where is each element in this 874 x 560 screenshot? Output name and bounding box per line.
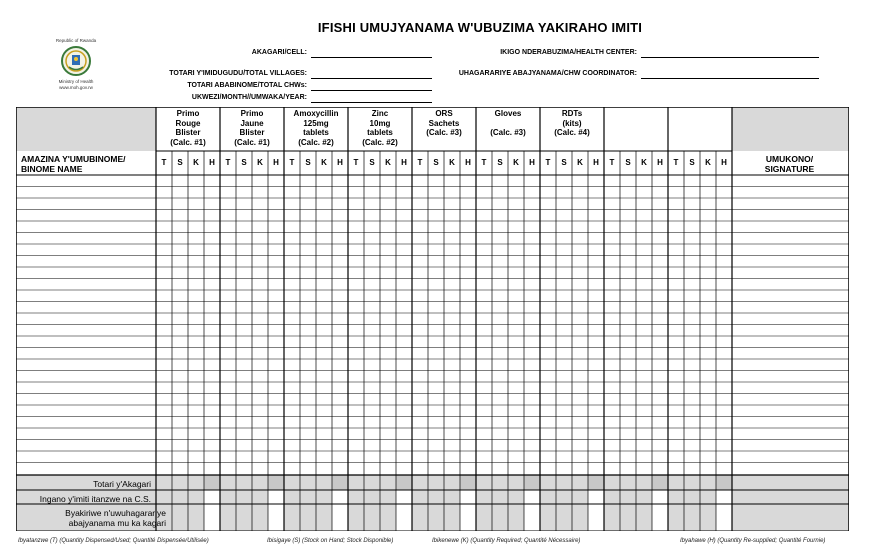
subheader-t: T — [609, 158, 615, 167]
subheader-k: K — [193, 158, 199, 167]
summary-shade-h — [268, 475, 284, 490]
subheader-h: H — [209, 158, 215, 167]
subheader-s: S — [241, 158, 247, 167]
product-header-1: Primo Jaune Blister (Calc. #1) — [234, 109, 270, 147]
chw-coordinator-label: UHAGARARIYE ABAJYANAMA/CHW COORDINATOR: — [458, 70, 637, 77]
subheader-s: S — [305, 158, 311, 167]
summary-shade-tsk — [540, 475, 588, 531]
subheader-h: H — [657, 158, 663, 167]
cell-field[interactable] — [311, 57, 432, 58]
summary-row-label-issued: Ingano y'imiti itanzwe na C.S. — [39, 494, 151, 504]
summary-shade-tsk — [476, 475, 524, 531]
subheader-k: K — [449, 158, 455, 167]
name-column-header: AMAZINA Y'UMUBINOME/ BINOME NAME — [21, 154, 126, 174]
summary-shade-tsk — [604, 475, 652, 531]
logo-top-text: Republic of Rwanda — [55, 38, 97, 43]
subheader-h: H — [721, 158, 727, 167]
subheader-t: T — [545, 158, 551, 167]
cell-label: AKAGARI/CELL: — [251, 49, 307, 56]
summary-shade-tsk — [348, 475, 396, 531]
header-shade-signature — [732, 107, 849, 151]
subheader-t: T — [481, 158, 487, 167]
summary-shade-h — [588, 475, 604, 490]
subheader-h: H — [401, 158, 407, 167]
total-villages-field[interactable] — [311, 78, 432, 79]
subheader-s: S — [369, 158, 375, 167]
subheader-h: H — [593, 158, 599, 167]
health-center-label: IKIGO NDERABUZIMA/HEALTH CENTER: — [500, 49, 637, 56]
summary-shade-tsk — [220, 475, 268, 531]
subheader-s: S — [625, 158, 631, 167]
product-header-4: ORS Sachets (Calc. #3) — [426, 109, 462, 137]
subheader-t: T — [673, 158, 679, 167]
legend-s: Ibisigaye (S) (Stock on Hand; Stock Disponible) — [267, 538, 394, 544]
summary-shade-h — [396, 475, 412, 490]
summary-shade-h — [524, 475, 540, 490]
summary-shade-signature — [732, 475, 849, 531]
summary-row-label-total: Totari y'Akagari — [93, 479, 151, 489]
subheader-h: H — [337, 158, 343, 167]
header-shade-name — [16, 107, 156, 151]
subheader-t: T — [225, 158, 231, 167]
subheader-s: S — [433, 158, 439, 167]
month-year-field[interactable] — [311, 102, 432, 103]
product-header-0: Primo Rouge Blister (Calc. #1) — [170, 109, 206, 147]
ministry-logo — [48, 38, 104, 90]
subheader-s: S — [497, 158, 503, 167]
summary-shade-h — [716, 475, 732, 490]
subheader-h: H — [465, 158, 471, 167]
subheader-t: T — [417, 158, 423, 167]
subheader-k: K — [641, 158, 647, 167]
subheader-k: K — [257, 158, 263, 167]
product-header-5: Gloves (Calc. #3) — [490, 109, 526, 137]
table-grid — [16, 107, 849, 531]
subheader-k: K — [705, 158, 711, 167]
subheader-t: T — [161, 158, 167, 167]
signature-column-header: UMUKONO/ SIGNATURE — [764, 154, 815, 174]
logo-line2: www.moh.gov.rw — [59, 84, 93, 90]
subheader-t: T — [289, 158, 295, 167]
legend-t: Ibyatanzwe (T) (Quantity Dispensed/Used; Quantité Dispensée/Utilisée) — [18, 538, 209, 544]
summary-shade-h — [460, 475, 476, 490]
chw-coordinator-field[interactable] — [641, 78, 819, 79]
subheader-k: K — [577, 158, 583, 167]
total-villages-label: TOTARI Y'IMIDUGUDU/TOTAL VILLAGES: — [169, 70, 307, 77]
month-year-label: UKWEZI/MONTH//UMWAKA/YEAR: — [191, 94, 307, 101]
summary-shade-tsk — [668, 475, 716, 531]
product-header-2: Amoxycillin 125mg tablets (Calc. #2) — [293, 109, 339, 147]
subheader-k: K — [385, 158, 391, 167]
rwanda-seal-icon — [60, 45, 92, 77]
subheader-h: H — [273, 158, 279, 167]
subheader-s: S — [177, 158, 183, 167]
subheader-k: K — [513, 158, 519, 167]
subheader-k: K — [321, 158, 327, 167]
logo-line1: Ministry of Health — [58, 79, 94, 84]
total-chws-field[interactable] — [311, 90, 432, 91]
summary-row-label-received: Byakiriwe n'uwuhagarariye abajyanama mu ka kagari — [65, 508, 166, 528]
form-title: IFISHI UMUJYANAMA W'UBUZIMA YAKIRAHO IMITI — [317, 20, 643, 35]
total-chws-label: TOTARI ABABINOME/TOTAL CHWs: — [187, 82, 307, 89]
product-header-3: Zinc 10mg tablets (Calc. #2) — [362, 109, 398, 147]
subheader-s: S — [689, 158, 695, 167]
summary-shade-tsk — [284, 475, 332, 531]
health-center-field[interactable] — [641, 57, 819, 58]
summary-shade-h — [652, 475, 668, 490]
stock-table — [16, 107, 849, 531]
legend-k: Ibikenewe (K) (Quantity Required; Quantité Nécessaire) — [432, 538, 581, 544]
summary-shade-h — [204, 475, 220, 490]
product-header-6: RDTs (kits) (Calc. #4) — [554, 109, 590, 137]
legend-h: Ibyahawe (H) (Quantity Re-supplied; Quantité Fournie) — [680, 538, 826, 544]
subheader-s: S — [561, 158, 567, 167]
summary-shade-tsk — [412, 475, 460, 531]
summary-shade-h — [332, 475, 348, 490]
subheader-t: T — [353, 158, 359, 167]
subheader-h: H — [529, 158, 535, 167]
